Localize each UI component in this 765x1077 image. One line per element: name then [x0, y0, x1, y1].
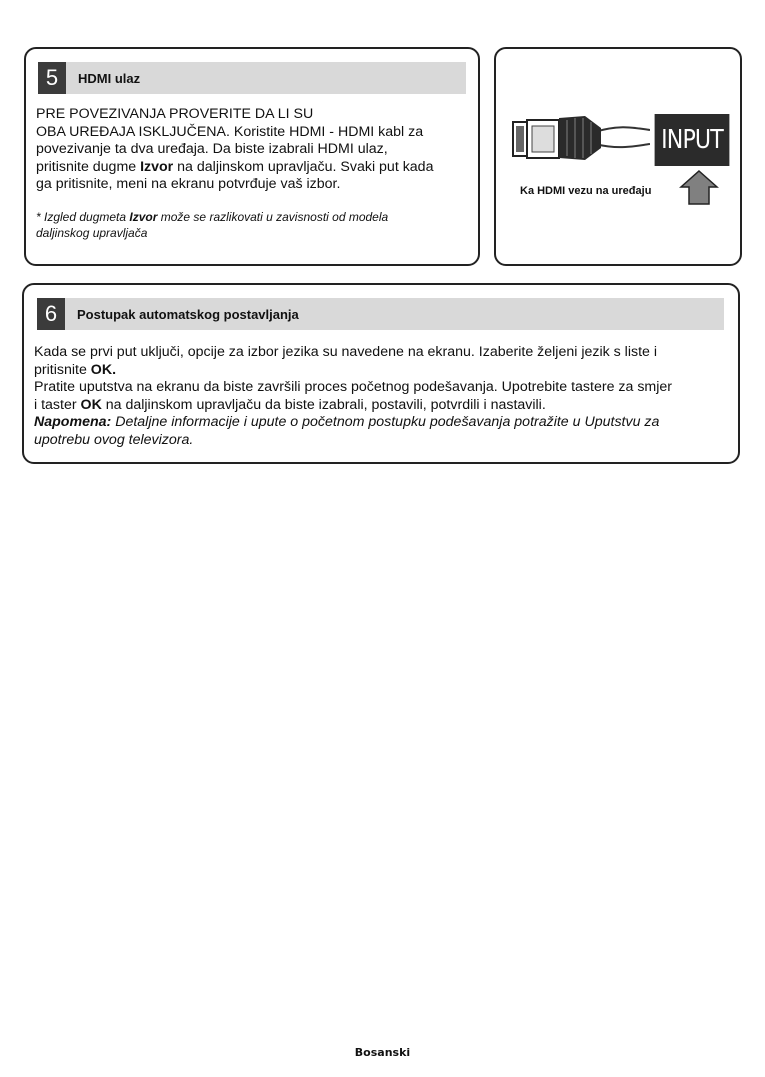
section-5-number: 5: [38, 62, 66, 94]
hdmi-cable-illustration: [505, 110, 650, 170]
section-5-line-3: povezivanje ta dva uređaja. Da biste izabrali HDMI ulaz,: [36, 141, 388, 157]
section-5-note: * Izgled dugmeta Izvor može se razlikovati u zavisnosti od modela daljinskog upravljača: [36, 210, 389, 240]
up-arrow-icon: [679, 170, 719, 206]
footer-language: Bosanski: [354, 1046, 411, 1059]
input-label: INPUT: [655, 114, 730, 166]
section-6-line-3: Pratite uputstva na ekranu da biste završili proces početnog podešavanja. Upotrebite tastere za smjer: [34, 379, 673, 395]
section-6-line-2: pritisnite OK.: [34, 361, 117, 378]
izvor-keyword: Izvor: [140, 158, 174, 175]
section-5-line-5: ga pritisnite, meni na ekranu potvrđuje vaš izbor.: [36, 176, 341, 192]
section-6-note-line-2: upotrebu ovog televizora.: [34, 431, 194, 448]
section-6-line-1: Kada se prvi put uključi, opcije za izbor jezika su navedene na ekranu. Izaberite željeni jezik s liste i: [34, 344, 658, 360]
section-5-title: HDMI ulaz: [78, 70, 141, 86]
section-6-body: [34, 344, 734, 449]
section-5-line-2: OBA UREĐAJA ISKLJUČENA. Koristite HDMI - HDMI kabl za: [36, 123, 424, 140]
section-6-header: [37, 298, 724, 330]
section-5-header: [38, 62, 466, 94]
section-6-title: Postupak automatskog postavljanja: [77, 306, 299, 322]
hdmi-figure-caption: Ka HDMI vezu na uređaju: [520, 185, 652, 197]
section-6-number: 6: [37, 298, 65, 330]
section-5-body: [36, 106, 476, 194]
section-5-line-1: PRE POVEZIVANJA PROVERITE DA LI SU: [36, 106, 314, 122]
section-6-note-line-1: Napomena: Detaljne informacije i upute o početnom postupku podešavanja potražite u Uputstvu za: [34, 414, 660, 430]
section-6-line-4: i taster OK na daljinskom upravljaču da biste izabrali, postavili, potvrdili i nastavili.: [34, 396, 546, 413]
section-5-line-4: pritisnite dugme Izvor na daljinskom upravljaču. Svaki put kada: [36, 158, 434, 175]
